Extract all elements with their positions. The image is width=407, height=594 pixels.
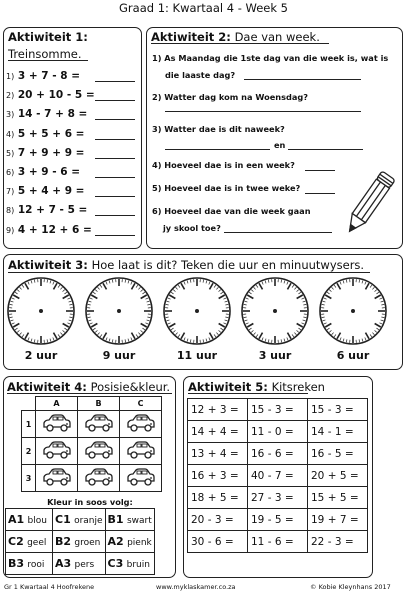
clock-face[interactable] bbox=[5, 275, 77, 347]
quick-sum-cell[interactable]: 27 - 3 = bbox=[248, 487, 308, 509]
legend-cell bbox=[105, 553, 154, 575]
sum-expression: 20 + 10 - 5 = bbox=[17, 89, 95, 102]
column-header: C bbox=[120, 397, 162, 411]
activity-1-title: Aktiwiteit 1: bbox=[8, 30, 88, 44]
grid-cell[interactable] bbox=[78, 465, 120, 492]
answer-line-5[interactable] bbox=[305, 193, 335, 194]
legend-cell bbox=[53, 509, 106, 531]
sum-expression: 5 + 5 + 6 = bbox=[17, 127, 85, 140]
quick-sum-cell[interactable]: 15 + 5 = bbox=[308, 487, 368, 509]
train-sum bbox=[6, 89, 95, 101]
quick-sum-cell[interactable]: 19 + 7 = bbox=[308, 509, 368, 531]
legend-cell bbox=[6, 531, 53, 553]
answer-line-6[interactable] bbox=[224, 232, 332, 233]
clock-face[interactable] bbox=[239, 275, 311, 347]
quick-sum-cell[interactable]: 30 - 6 = bbox=[188, 531, 248, 553]
legend-code: B3 bbox=[8, 557, 25, 570]
legend-cell bbox=[53, 553, 106, 575]
clock-face[interactable] bbox=[161, 275, 233, 347]
train-sum bbox=[6, 224, 92, 236]
answer-line-3b[interactable] bbox=[288, 149, 363, 150]
sum-expression: 12 + 7 - 5 = bbox=[17, 204, 88, 217]
quick-sum-cell[interactable]: 16 - 5 = bbox=[308, 443, 368, 465]
legend-colour: blou bbox=[27, 516, 47, 526]
car-icon bbox=[125, 453, 157, 462]
sum-answer-line[interactable] bbox=[95, 196, 135, 197]
legend-cell bbox=[53, 531, 106, 553]
car-icon bbox=[41, 426, 73, 435]
sum-number: 8) bbox=[6, 206, 15, 216]
sum-answer-line[interactable] bbox=[95, 235, 135, 236]
quick-sum-cell[interactable]: 13 + 4 = bbox=[188, 443, 248, 465]
car-icon bbox=[83, 453, 115, 462]
row-header: 1 bbox=[22, 411, 36, 438]
sum-expression: 7 + 9 + 9 = bbox=[17, 146, 85, 159]
question-1-line-1: 1) As Maandag die 1ste dag van die week is, wat is bbox=[152, 53, 389, 63]
activity-5-title: Aktiwiteit 5: Kitsreken bbox=[188, 380, 325, 394]
train-sum bbox=[6, 147, 84, 159]
row-header: 2 bbox=[22, 438, 36, 465]
quick-sum-cell[interactable]: 40 - 7 = bbox=[248, 465, 308, 487]
quick-sum-cell[interactable]: 14 + 4 = bbox=[188, 421, 248, 443]
legend-code: C1 bbox=[55, 513, 71, 526]
car-icon bbox=[125, 480, 157, 489]
activity-3-title: Aktiwiteit 3: Hoe laat is dit? Teken die uur en minuutwysers. bbox=[8, 258, 365, 272]
grid-cell[interactable] bbox=[36, 411, 78, 438]
car-icon bbox=[41, 453, 73, 462]
footer-right: © Kobie Kleynhans 2017 bbox=[310, 583, 391, 591]
sum-number: 1) bbox=[6, 72, 15, 81]
title-underline bbox=[188, 393, 308, 394]
grid-cell[interactable] bbox=[120, 411, 162, 438]
grid-cell[interactable] bbox=[78, 438, 120, 465]
clock-label: 2 uur bbox=[24, 349, 58, 362]
legend-code: C3 bbox=[107, 557, 124, 570]
grid-corner bbox=[22, 397, 36, 411]
sum-answer-line[interactable] bbox=[95, 139, 135, 140]
title-underline bbox=[7, 393, 172, 394]
legend-colour: oranje bbox=[74, 516, 103, 526]
legend-colour: pienk bbox=[127, 538, 152, 548]
answer-line-2[interactable] bbox=[165, 111, 361, 112]
sum-number: 7) bbox=[6, 187, 15, 197]
grid-cell[interactable] bbox=[120, 438, 162, 465]
clock-label: 3 uur bbox=[258, 349, 292, 362]
title-underline bbox=[8, 272, 370, 273]
pencil-icon bbox=[335, 165, 401, 245]
legend-code: A2 bbox=[107, 535, 124, 548]
car-icon bbox=[83, 480, 115, 489]
position-grid bbox=[21, 396, 162, 492]
sum-answer-line[interactable] bbox=[95, 158, 135, 159]
sum-expression: 3 + 9 - 6 = bbox=[17, 166, 81, 178]
legend-colour: pers bbox=[74, 560, 95, 570]
sum-number: 4) bbox=[6, 129, 15, 139]
quick-sum-cell[interactable]: 14 - 1 = bbox=[308, 421, 368, 443]
colour-legend bbox=[5, 508, 155, 575]
quick-sum-cell[interactable]: 20 - 3 = bbox=[188, 509, 248, 531]
legend-colour: groen bbox=[74, 538, 101, 548]
legend-cell bbox=[6, 509, 53, 531]
car-icon bbox=[41, 480, 73, 489]
quick-sum-cell[interactable]: 18 + 5 = bbox=[188, 487, 248, 509]
legend-code: A1 bbox=[8, 513, 25, 526]
sum-number: 5) bbox=[6, 148, 15, 158]
sum-number: 9) bbox=[6, 225, 15, 235]
sum-answer-line[interactable] bbox=[95, 81, 135, 82]
quick-sum-cell[interactable]: 16 + 3 = bbox=[188, 465, 248, 487]
train-sum bbox=[6, 204, 87, 216]
sum-answer-line[interactable] bbox=[95, 215, 135, 216]
sum-answer-line[interactable] bbox=[95, 100, 135, 101]
page-title: Graad 1: Kwartaal 4 - Week 5 bbox=[119, 1, 288, 15]
activity-2-title: Aktiwiteit 2: Dae van week. bbox=[151, 30, 320, 44]
car-icon bbox=[125, 426, 157, 435]
legend-cell bbox=[105, 531, 154, 553]
clock-face[interactable] bbox=[317, 275, 389, 347]
legend-colour: geel bbox=[27, 538, 47, 548]
row-header: 3 bbox=[22, 465, 36, 492]
title-underline bbox=[151, 43, 329, 44]
clock-label: 9 uur bbox=[102, 349, 136, 362]
quick-sum-cell[interactable]: 16 - 6 = bbox=[248, 443, 308, 465]
quick-sum-cell[interactable]: 19 - 5 = bbox=[248, 509, 308, 531]
footer-center: www.myklaskamer.co.za bbox=[156, 583, 236, 591]
sum-expression: 3 + 7 - 8 = bbox=[17, 70, 81, 82]
legend-code: B1 bbox=[107, 513, 124, 526]
question-6-line-1: 6) Hoeveel dae van die week gaan bbox=[152, 206, 311, 216]
quick-sum-cell[interactable]: 15 - 3 = bbox=[308, 399, 368, 421]
column-header: A bbox=[36, 397, 78, 411]
clock-face[interactable] bbox=[83, 275, 155, 347]
sum-number: 3) bbox=[6, 110, 15, 120]
legend-code: A3 bbox=[55, 557, 72, 570]
question-6-line-2: jy skool toe? bbox=[163, 223, 221, 233]
quick-sum-cell[interactable]: 22 - 3 = bbox=[308, 531, 368, 553]
subtitle-underline bbox=[8, 60, 88, 61]
train-sum bbox=[6, 166, 80, 178]
answer-line-4[interactable] bbox=[305, 170, 335, 171]
sum-expression: 4 + 12 + 6 = bbox=[17, 223, 92, 236]
legend-title: Kleur in soos volg: bbox=[47, 497, 133, 507]
answer-line-1[interactable] bbox=[244, 79, 361, 80]
train-sum bbox=[6, 108, 87, 120]
grid-cell[interactable] bbox=[36, 438, 78, 465]
question-3-and: en bbox=[274, 140, 286, 150]
quick-sum-cell[interactable]: 12 + 3 = bbox=[188, 399, 248, 421]
activity-1-subtitle: Treinsomme. bbox=[8, 47, 82, 61]
footer-left: Gr 1 Kwartaal 4 Hoofrekene bbox=[4, 583, 95, 591]
quick-sum-cell[interactable]: 15 - 3 = bbox=[248, 399, 308, 421]
legend-code: B2 bbox=[55, 535, 72, 548]
question-5: 5) Hoeveel dae is in twee weke? bbox=[152, 183, 301, 193]
answer-line-3a[interactable] bbox=[165, 149, 270, 150]
grid-cell[interactable] bbox=[36, 465, 78, 492]
question-4: 4) Hoeveel dae is in een week? bbox=[152, 160, 295, 170]
train-sum bbox=[6, 70, 80, 82]
grid-cell[interactable] bbox=[120, 465, 162, 492]
sum-number: 6) bbox=[6, 168, 15, 177]
question-2: 2) Watter dag kom na Woensdag? bbox=[152, 92, 308, 102]
legend-cell bbox=[6, 553, 53, 575]
legend-colour: swart bbox=[126, 516, 152, 526]
question-1-line-2: die laaste dag? bbox=[165, 70, 236, 80]
quick-sum-cell[interactable]: 20 + 5 = bbox=[308, 465, 368, 487]
train-sum bbox=[6, 128, 84, 140]
clock-label: 11 uur bbox=[176, 349, 218, 362]
sum-expression: 14 - 7 + 8 = bbox=[17, 108, 88, 121]
legend-colour: rooi bbox=[27, 560, 45, 570]
column-header: B bbox=[78, 397, 120, 411]
grid-cell[interactable] bbox=[78, 411, 120, 438]
question-3: 3) Watter dae is dit naweek? bbox=[152, 124, 285, 134]
quick-sum-cell[interactable]: 11 - 0 = bbox=[248, 421, 308, 443]
sum-number: 2) bbox=[6, 91, 15, 101]
legend-colour: bruin bbox=[126, 560, 150, 570]
quick-sums-table bbox=[187, 398, 368, 553]
clock-label: 6 uur bbox=[336, 349, 370, 362]
sum-expression: 5 + 4 + 9 = bbox=[17, 185, 85, 198]
train-sum bbox=[6, 185, 84, 197]
car-icon bbox=[83, 426, 115, 435]
sum-answer-line[interactable] bbox=[95, 177, 135, 178]
legend-cell bbox=[105, 509, 154, 531]
legend-code: C2 bbox=[8, 535, 24, 548]
sum-answer-line[interactable] bbox=[95, 119, 135, 120]
activity-4-title: Aktiwiteit 4: Posisie&kleur. bbox=[7, 380, 171, 394]
quick-sum-cell[interactable]: 11 - 6 = bbox=[248, 531, 308, 553]
